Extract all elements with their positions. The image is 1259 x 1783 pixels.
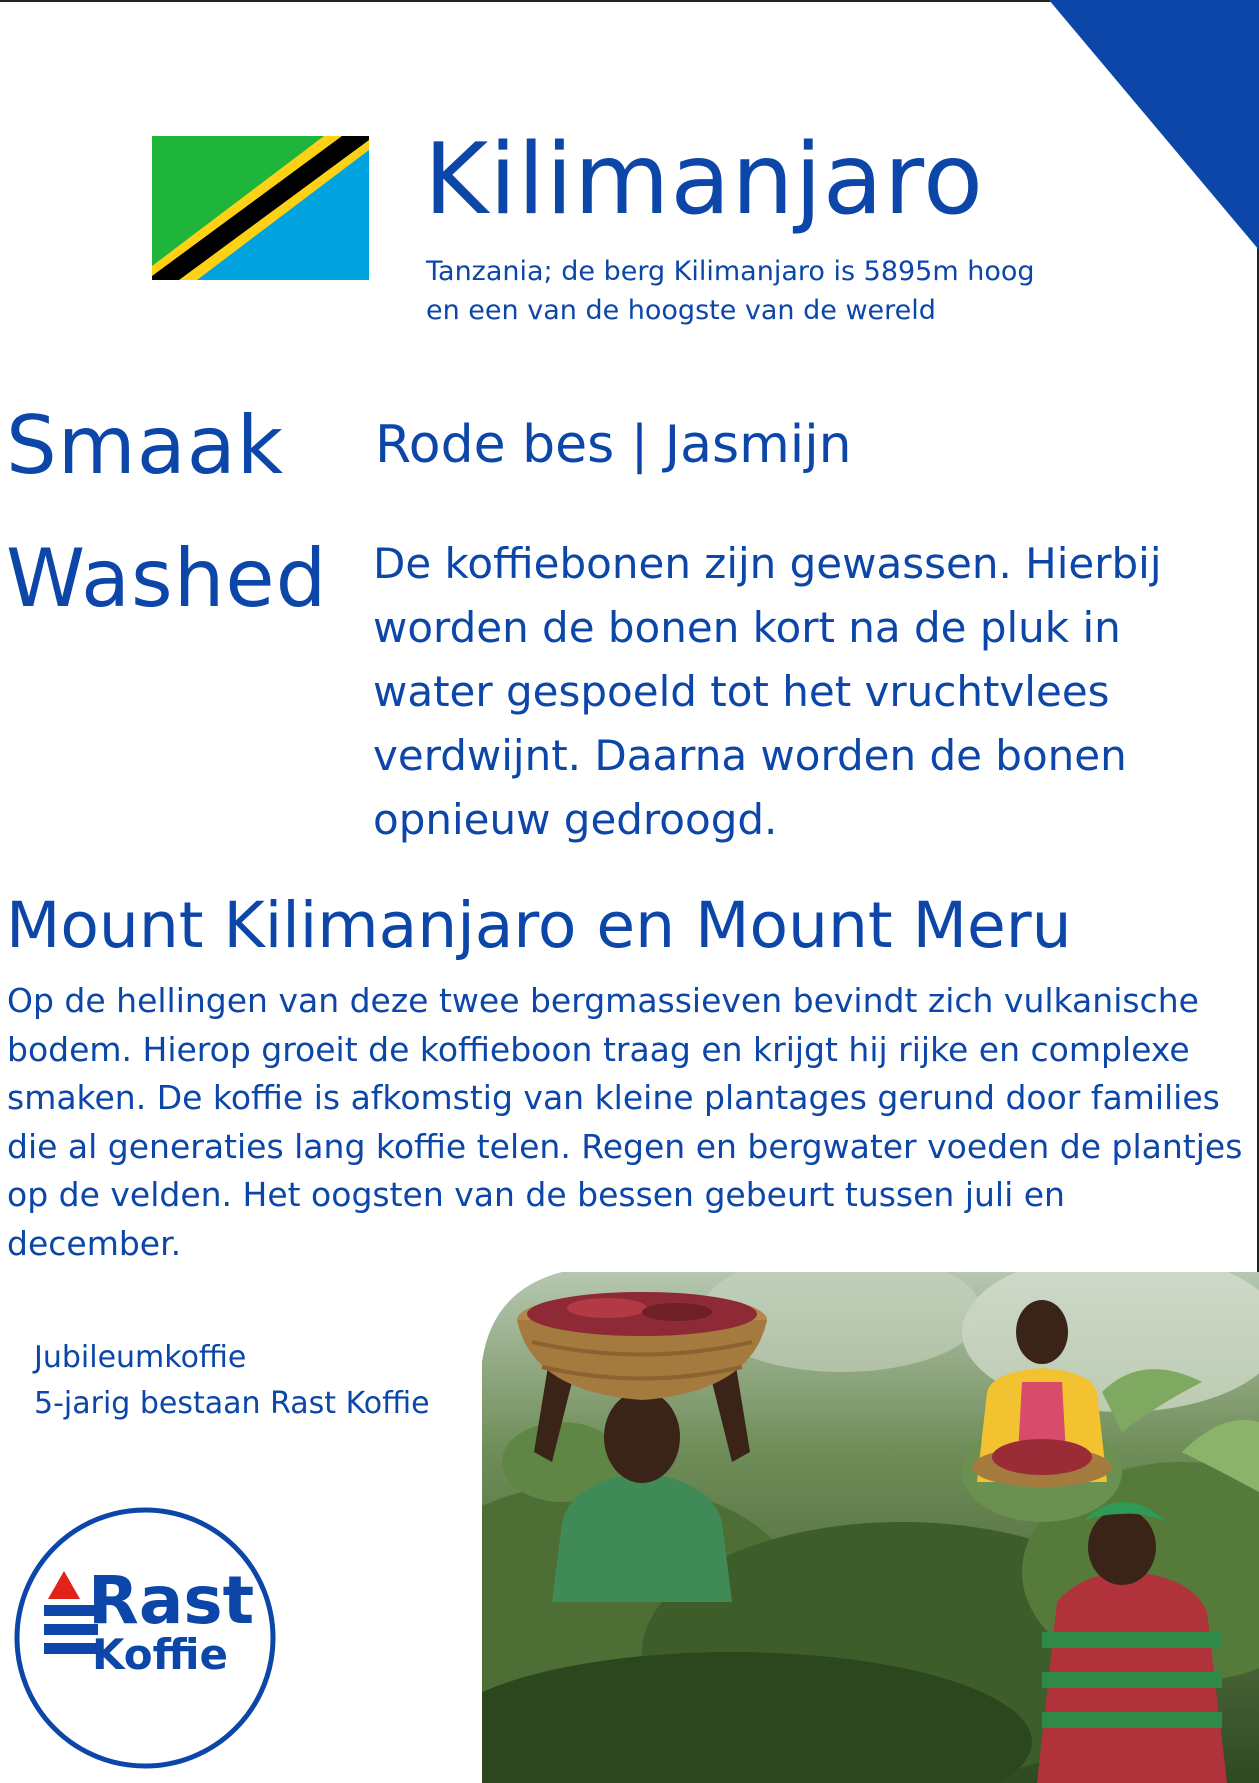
section-body: Op de hellingen van deze twee bergmassieven bevindt zich vulkanische bodem. Hierop groeit de koffieboon traag en krijgt hij rijke en complexe smaken. De koffie is afkomstig van kleine plantages gerund door families die al generaties lang koffie telen. Regen en bergwater voeden de plantjes op de velden. Het oogsten van de bessen gebeurt tussen juli en december.	[7, 981, 1243, 1263]
section-title: Mount Kilimanjaro en Mount Meru	[6, 889, 1072, 962]
logo-word-rast: Rast	[88, 1562, 255, 1639]
rast-koffie-logo	[12, 1505, 278, 1771]
smaak-label: Smaak	[6, 399, 285, 492]
corner-triangle	[1049, 0, 1259, 250]
jubilee-note	[34, 1335, 430, 1427]
tanzania-flag-icon	[152, 136, 369, 280]
subtitle-line-1: Tanzania; de berg Kilimanjaro is 5895m hoog	[426, 256, 1035, 287]
logo-word-koffie: Koffie	[92, 1630, 228, 1679]
page-subtitle	[426, 252, 1106, 330]
subtitle-line-2: en een van de hoogste van de wereld	[426, 295, 936, 326]
coffee-pickers-photo	[482, 1272, 1259, 1783]
washed-label: Washed	[6, 532, 328, 625]
smaak-value: Rode bes | Jasmijn	[375, 415, 852, 475]
jubilee-line-1: Jubileumkoffie	[34, 1340, 247, 1375]
washed-description: De koffiebonen zijn gewassen. Hierbij worden de bonen kort na de pluk in water gespoeld tot het vruchtvlees verdwijnt. Daarna worden de bonen opnieuw gedroogd.	[373, 539, 1162, 844]
page-title: Kilimanjaro	[424, 123, 984, 237]
jubilee-line-2: 5-jarig bestaan Rast Koffie	[34, 1386, 430, 1421]
